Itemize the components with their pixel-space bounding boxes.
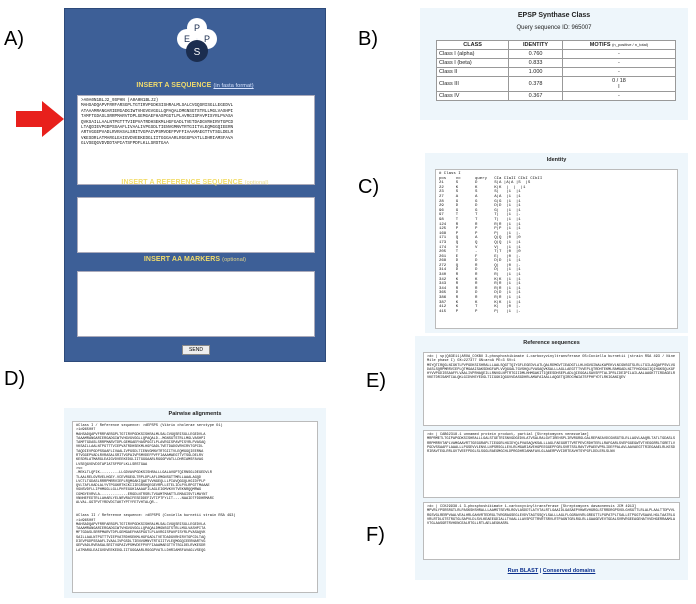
panel-label-f: F) [366, 524, 385, 546]
sequence-section-heading: INSERT A SEQUENCE (in fasta format) [136, 82, 254, 89]
identity-textbox[interactable]: # Class I pos vc query CIa CIaII CIbI CIbII 21 S D S|A |A|A |S |S 22 K K K|K | | |1 23 S S S| |1 |1 27 A A A|A |1 |1 28 G G G|G |1 |1 29 D D D|D |1 |1 96 G G G| |1 |1 97 T T T| |1 |- 98 T T T| |1 |1 124 R R R|R |1 |1 125 P P P|P |1 |1 168 P P P| |1 |- 171 Q A Q|Q |0 |0 173 Q Q Q|Q |1 |1 174 V V V| |1 |1 205 T - T|T |0 |0 261 E F E| |0 |- 268 D D D|D |1 |1 272 Q R Q| |0 |- 314 D D D| |1 |1 340 R R R| |1 |1 342 K K K|K |1 |1 343 R R R|R |1 |1 344 R R R|R |1 |1 365 D D D|D |1 |1 386 R R R|R |1 |1 387 K K K|K |1 |1 412 K T K| |0 |- 415 P P P| |1 |- [435, 169, 678, 329]
run-blast-link[interactable]: Run BLAST [507, 568, 539, 574]
identity-title: Identity [546, 157, 567, 163]
panel-label-b: B) [358, 28, 378, 50]
markers-section-heading: INSERT AA MARKERS (optional) [143, 256, 247, 263]
table-row: Class IV 0.367 - [437, 92, 676, 101]
class-table [436, 40, 676, 101]
panel-label-d: D) [4, 368, 26, 390]
epsp-logo [173, 15, 221, 67]
fasta-format-link[interactable]: (in fasta format) [213, 83, 254, 89]
alignments-textbox[interactable]: #Class I / Reference sequence: >dEPSPS (Vibrio cholerae serotype O1) >1d965007 MAHSADQAPVFRRFARSGPLTGTIRVPGDKSISHRALMLSALCVGQSRISGLLEGEDVLA TAAAMRANGARIERGADGIWTVHGVGVGGLLQPAQALD--MGNSGTSTRLLMGLVASHPI TAMFTGDASLSRRPMARVTDPLGEMGAEFHASPGGTLPLAVRGISPAVPISYRLPVASAQ VKSAILLAALNTPGTTTVIEPVATRDHSEKMLHGFGADLTVETDADGVRHIRVTGPCDL TAQDIEVPGDPSSAAFLIVAALIVPGSDLTIENVGMNVTRTGIITVLEQMGGQIEERNA RTVGGEPVADLRVRASALSRITVGPAIVPSMVDEFPVFFIAAAMAEGTTVTSGLDELRV KESDRLATMARGLEAIGVDVEEKEDGLIITGGGAARLRGGGPVATLLDHRIAMSFAVAG LVSEQGVDVDDTAPIATSFPDFLKLLSRSTGAA >vc -MEKLTLQPIK---------LLGDVAVPGDKSISHRALLLGALAVGPTQIRNSGLDEGEDVLR TLAALRELGVRVELHGEY-VCEVRGEGLTRPLDPLAFLDMGNSGTTMRLLAAALAGQD LVCTLTGDASLRRRPMRRVIEPLRQMGAKIQAETVVNGEQLLLPIAVQGGQLHGIDYPLP QVLTAFLKADLALYVTPGGKRTKCKIIIEGRSHQEGEVRPLLETELIDLPVLRPGTTMAAAE VGNSVDFLLIPHMGGLLGLLPHFEGGHIAAAAFILAGLEIGMVKVVTVEKNRQQMRWG CGMGYEVRVLA-------------ERGDLNTRSRLTVGAMTMANTTLEMAGISVTLMAYNT VNNHEFEDTRLLAHARLYELNRVRAIFESEDDEFIVTIPTFYLIT----NAAIDTFDDHRMARC ALVAL-GGTPVTYRDVDCTAKTYPTYFETVHTALQR-- #Class II / Reference sequence: >dEPSPS (Coxiella burnetii strain RSA 493) >1d965007 MAHSADQAPVFRRFARSGPLTGTIRVPGDKSISHRALMLSALCVGQSRISGLLEGEDVLA TAAAMRANGARIERGADGIWTVHGVGVGGLLQPAQALDMGNSGTSTRLLMGLVASHPITA MFTGDASLSRRPMARVTDPLGEMGAEFHASPGGTLPLAVRGISPAVPISYRLPVASAQVK SAILLAALNTPGTTTVIEPVATRDHSEKMLHGFGADLTVETDADGVRHIRVTGPCDLTAQ DIEVPGDPSSAAFLIVAALIVPGSDLTIENVGMNVTRTGIITVLEQMGGQIEERNARTVG GEPVADLRVRASALSRITVGPAIVPSMVDEFPVFFIAAAMAEGTTVTSGLDELRVKESDR LATMARGLEAIGVDVEEKEDGLIITGGGAARLRGGGPVATLLDHRIAMSFAVAGLVSEQG [72, 421, 318, 593]
panel-label-a: A) [4, 28, 24, 50]
pairwise-alignments-panel [64, 408, 326, 598]
class-results-panel [420, 8, 688, 120]
class-column-header: CLASS [437, 41, 509, 50]
conserved-domains-link[interactable]: Conserved domains [542, 568, 596, 574]
tool-links [415, 568, 688, 574]
logo-letter-s: S [193, 47, 201, 58]
input-form-panel [64, 8, 326, 362]
send-button[interactable]: SEND [182, 345, 210, 355]
table-row: Class II 1.000 - [437, 68, 676, 77]
sequence-textarea[interactable]: >A0A0N1BLJ2_9SPHN (A0A0N1BLJ2) MAHSADQAPVFRRFARSGPLTGTIRVPGDKSISHRALMLSALCVGQSRISGLLEGEDVL ATAAAMRANGARIERGADGIWTVHGVGVGGLLQPAQALDMGNSGTSTRLLMGLVASHPI TAMFTGDASLSRRPMARVTDPLGEMGAEFHASPGGTLPLAVRGISPAVPISYRLPVASA QVKSAILLAALNTPGTTTVIEPVATRDHSEKMLHGFGADLTVETDADGVRHIRVTGPCD LTAQDIEVPGDPSSAAFLIVAALIVPGSDLTIENVGMNVTRTGIITVLEQMGGQIEERN ARTVGGEPVADLRVRASALSRITVGPAIVPSMVDEFPVFFIAAAMAEGTTVTSGLDELR VKESDRLATMARGLEAIGVDVEEKEDGLIITGGGAARLRGGGPVATLLDHRIAMSFAVA GLVSEQGVDVDDTAPIATSFPDFLKLLSRSTGAA [77, 95, 315, 185]
reference-sequence-textarea[interactable] [77, 197, 315, 253]
reference-seq-box-2[interactable]: >dc | CAB62318.1 unnamed protein product, partial [Streptomyces venezuelae] MRPRMETLTGIPAPGDKSISHRALLLGALSTGETRISNVGDGEDVLATVSALRALGVTIREHSPLIRVRGRGLGALREPAEAVDCGNSGTSLRLLAGVLAAQRLTATLTGDASLSRRPMRRVTAPLVAMGAAVRTTGEGGRAPLTIEGGRLHGIDYQLPVASAQVKSALLLAGLFAEGGRTTVRTPEVCRDHTERLLRAFGARLSVEPGGEGWTVTVEGGRRLTGRETLVPGDVSSAAFFLAAALLLPGSEVVLENVLLNPSRSGLLEVLRLMGARIAVEHGPEEGGEPFGRLSVRTSSLRAVTVPAEEVPRLIDEFPALAVLAAVAEGTTRIEGAAELRLKESDRIRAVTEGLRRLGVTVEEFPDGLSLSGGLRAEGMGCHLDPRGDHRIAMAFAVLGLAAERPVVIDRTEAVHTSYPGFLDDLERLSLNN [423, 430, 680, 498]
link-separator: | [539, 568, 542, 574]
table-row: Class III 0.378 0 / 18 I [437, 77, 676, 92]
logo-letter-e: E [183, 34, 191, 44]
identity-column-header: IDENTITY [509, 41, 563, 50]
logo-letter-p-top: P [193, 23, 201, 33]
logo-letter-p-right: P [203, 34, 211, 44]
panel-label-e: E) [366, 370, 386, 392]
alignments-title: Pairwise alignments [168, 411, 222, 417]
reference-title: Reference sequences [523, 340, 580, 346]
identity-panel [425, 153, 688, 333]
results-title: EPSP Synthase Class [517, 12, 591, 19]
reference-seq-box-1[interactable]: >dc | sp|Q83E11|AROA_COXBU 3-phosphoshikimate 1-carboxyvinyltransferase OS=Coxiella burnetii (strain RSA 493 / Nine Mile phase I) OX=227377 GN=aroA PE=3 SV=1 MSYQTIRQGLNIGKTLPVPGDKSISHRALLLAALSQGTTQIYGFLEGEDVLATLQALRDMGVTIEADGTLLHLNGVGINALKAPEKVLNCGNSGTSLRLLTGILAGQAFPSVLVGDASLSQRPMRRVIEPLQTMGAAISAKSDNGFAPLVVQGGALTGVSHQLPVASAQVKSALLLAGLLAEGTTTVVEPLQTRDHTEKMLRAMGADLNITFHGDGAIIQIHGKSQLKGFHYVVPGDISSAAFFLVAALIVPRHAQEILLRNVGLNPTRTGIIDMLHHMGAKITIQEESDHSEPLADLQIEGGALSAVSFPTALIPRLIDEIPILAILAALAAGKTTIRDAGELRVKETDRISAMTCALQKLGIDVHEYEDGLTIIGGKIQGGVVDASGDHRLAMAFAIAALLAQGETQIRDCHWIATSFPHFYDTLRKIGANIQEV [423, 352, 680, 426]
reference-seq-box-3[interactable]: >dc | CCK29938.1 3-phosphoshikimate 1-carboxyvinyltransferase [Streptomyces davaonensis JCM 4913] MPVRLYPSRSRGTLRLPASKSHSHRALLLAAMSTSEVRLRGVLASDDTLATVTALRTLGAAIDLGASAEPVHWSVHGRGLSTRRDRGPSVDLGHSGTTLRLALPLAALTTDPVVLRGSVGLRERPVAALVEALHRLGAHVRTEDRGLTVRGRAGSEGLEVDVTAGTSSQYLSALLLAGLFLGGRAVVRLGREGTTLPGPATPLTSALLETPGGTVSAAVLHGLTAATRLGVRLRTDLGTSTRGTGLSAPVLDLSVLKEAEEGDIALLTVAALLLAVSPGTTRVRTSRVLRTPAGNTGRLRGLRLLGAAGEVEVTGDALSVRVRGEEAGEHATVVDHGERRAAMLAVTGLAASGRTRVHDNCEALRTGLLRTLAELAEGKASRL [423, 502, 680, 560]
panel-label-c: C) [358, 176, 380, 198]
arrow-to-sequence-icon [16, 100, 66, 138]
table-row: Class I (alpha) 0.760 - [437, 50, 676, 59]
aa-markers-textarea[interactable] [77, 271, 315, 337]
reference-section-heading: INSERT A REFERENCE SEQUENCE (optional) [121, 179, 269, 186]
reference-sequences-panel [415, 336, 688, 580]
table-row: Class I (beta) 0.833 - [437, 59, 676, 68]
motifs-column-header: MOTIFS (n_positive / n_total) [562, 41, 675, 50]
query-id-line: Query sequence ID: 965007 [516, 25, 592, 31]
